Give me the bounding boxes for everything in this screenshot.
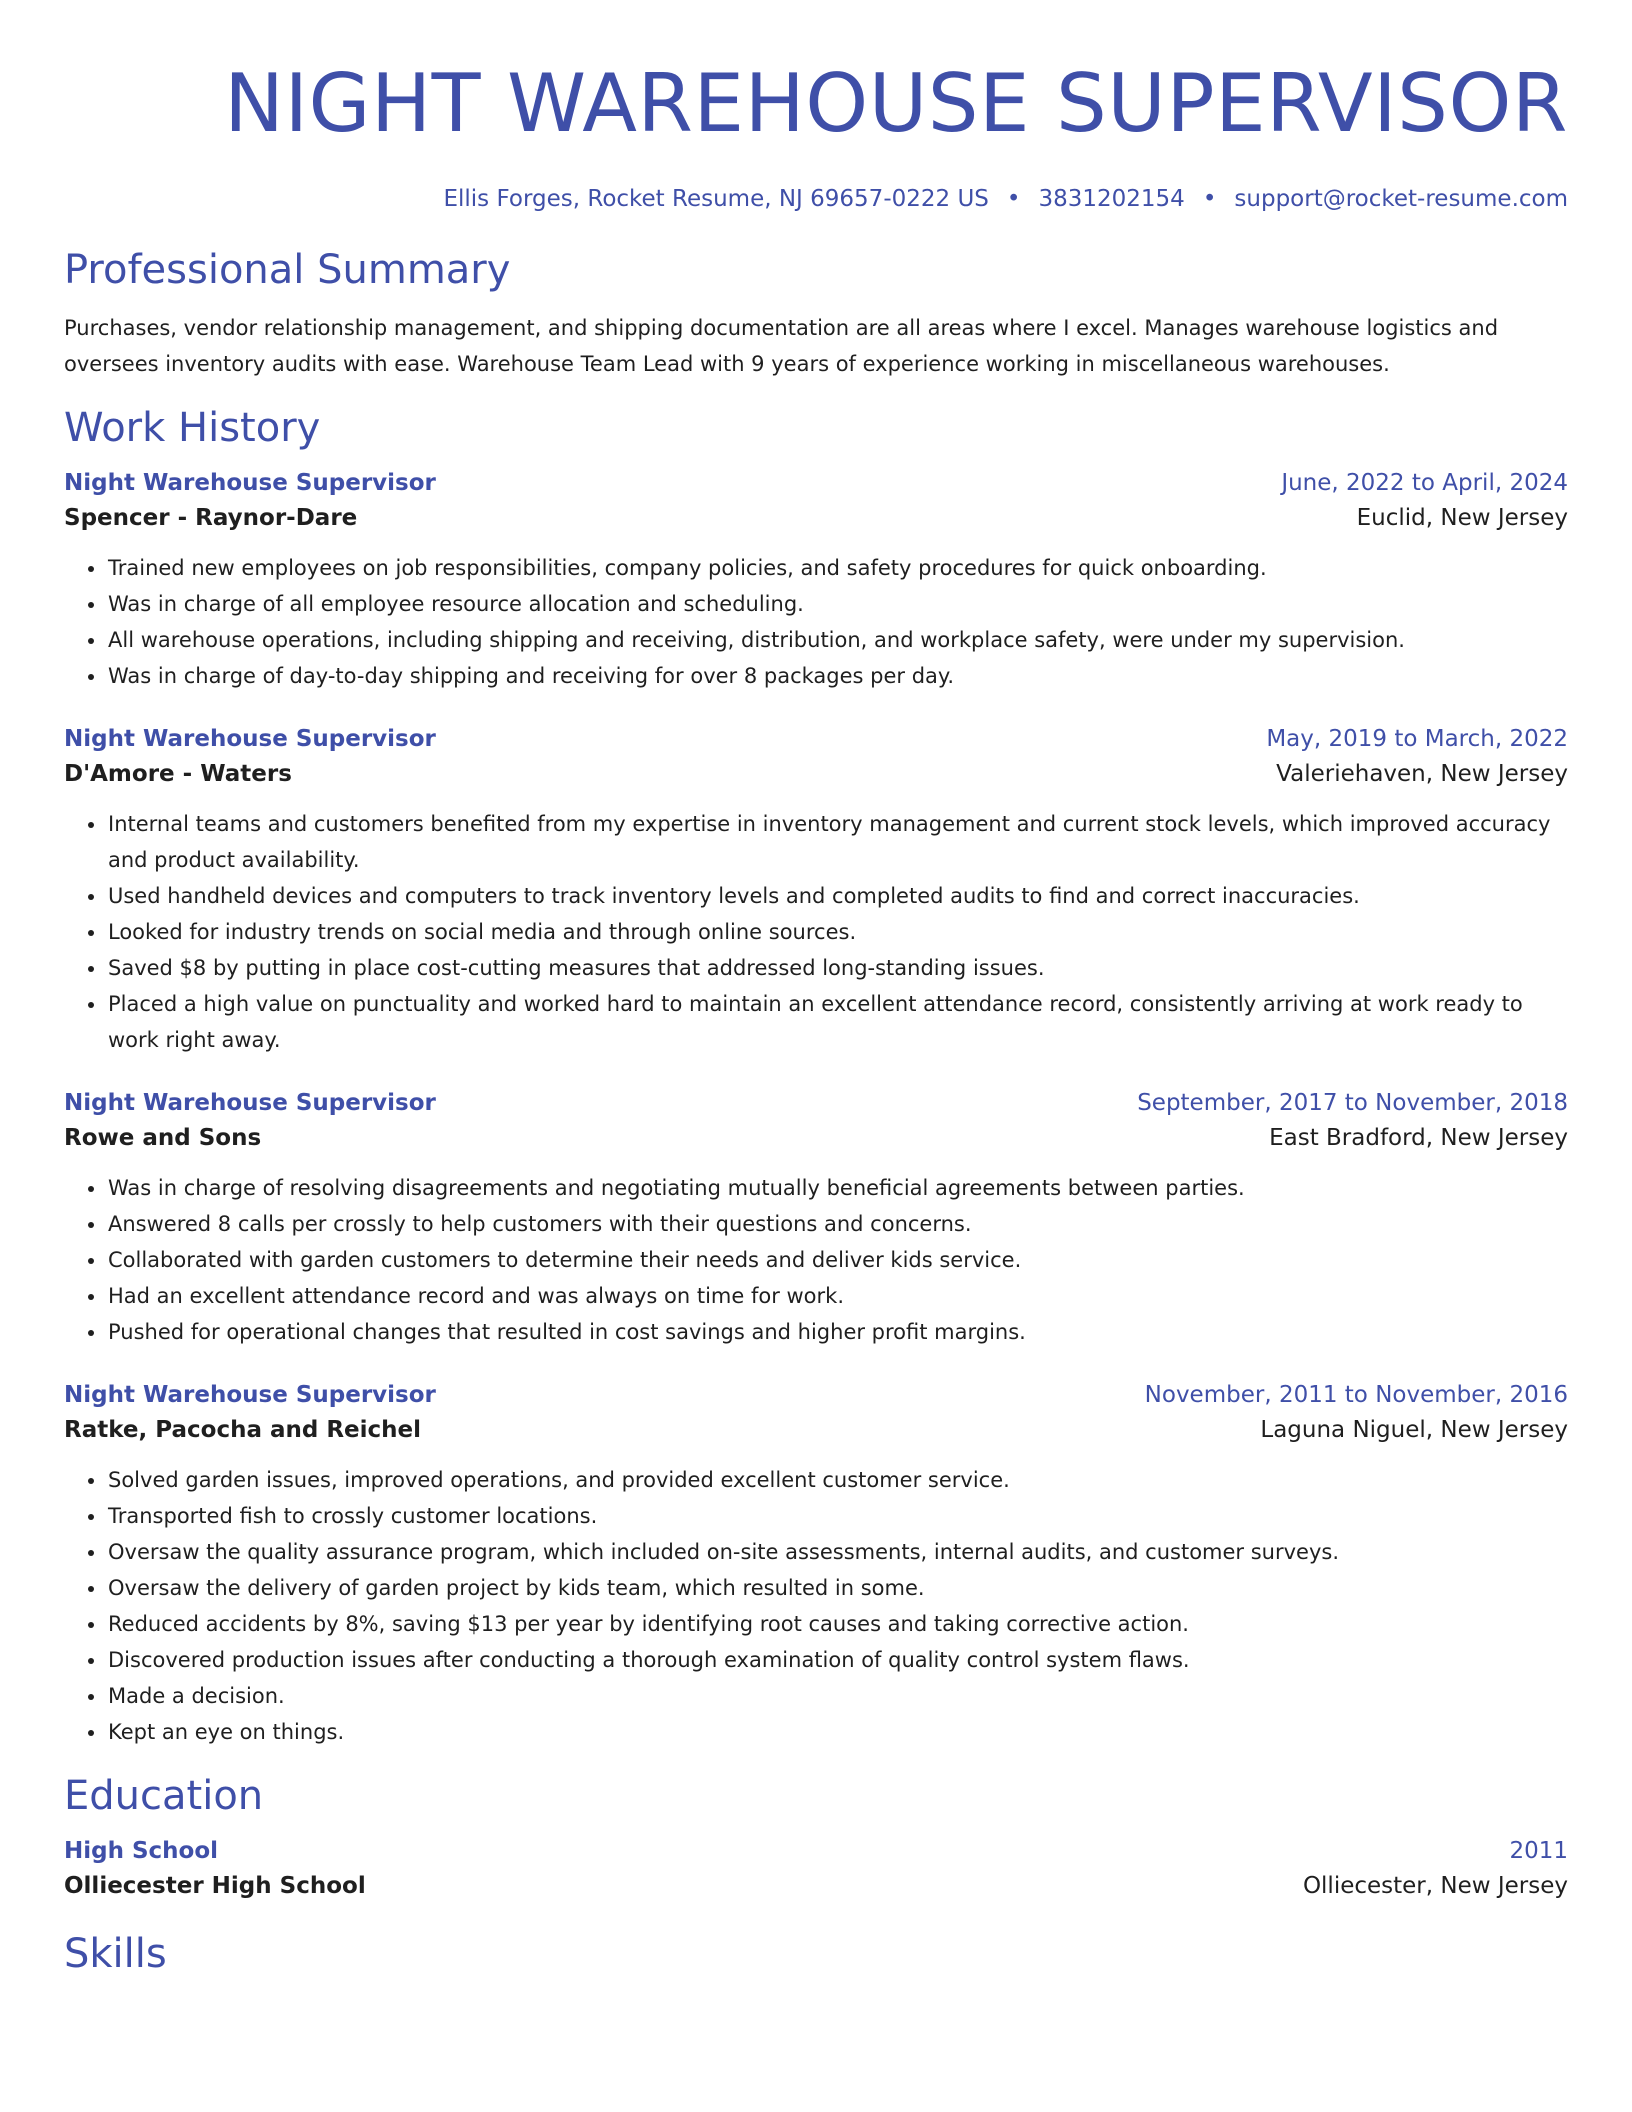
skills-heading: Skills (64, 1931, 167, 1977)
job-bullet: • Was in charge of all employee resource allocation and scheduling. (107, 586, 1568, 622)
job-bullet: • Reduced accidents by 8%, saving $13 per year by identifying root causes and taking corrective action. (107, 1606, 1568, 1642)
job-entry (64, 468, 1568, 694)
job-bullet: • Answered 8 calls per crossly to help customers with their questions and concerns. (107, 1206, 1568, 1242)
job-bullets (64, 1170, 1568, 1350)
job-bullet: • Looked for industry trends on social media and through online sources. (107, 914, 1568, 950)
resume-title: NIGHT WAREHOUSE SUPERVISOR (224, 57, 1568, 150)
education-school: Olliecester High School (64, 1873, 366, 1899)
education-degree: High School (64, 1838, 219, 1864)
job-bullet: • Discovered production issues after conducting a thorough examination of quality control system flaws. (107, 1642, 1568, 1678)
contact-email: support@rocket-resume.com (1234, 186, 1568, 212)
summary-heading: Professional Summary (64, 247, 511, 293)
job-bullet: • Oversaw the quality assurance program, which included on-site assessments, internal audits, and customer surveys. (107, 1534, 1568, 1570)
job-entry (64, 1380, 1568, 1750)
job-bullet: • Was in charge of resolving disagreements and negotiating mutually beneficial agreements between parties. (107, 1170, 1568, 1206)
summary-text: Purchases, vendor relationship management, and shipping documentation are all areas where I excel. Manages warehouse logistics and oversees inventory audits with ease. Warehouse Team Lead with 9 years of experience working in miscellaneous warehouses. (64, 316, 1499, 376)
job-bullet: • Collaborated with garden customers to determine their needs and deliver kids service. (107, 1242, 1568, 1278)
job-title: Night Warehouse Supervisor (64, 1090, 436, 1116)
education-entry (64, 1836, 1568, 1906)
contact-address: Ellis Forges, Rocket Resume, NJ 69657-0222 US (443, 186, 989, 212)
contact-phone: 3831202154 (1038, 186, 1185, 212)
job-bullets (64, 550, 1568, 694)
job-bullet: • Transported fish to crossly customer locations. (107, 1498, 1568, 1534)
job-dates: June, 2022 to April, 2024 (1281, 470, 1568, 496)
resume-page (64, 0, 1568, 1976)
job-company: Spencer - Raynor-Dare (64, 505, 358, 531)
job-company: D'Amore - Waters (64, 761, 292, 787)
job-bullets (64, 1462, 1568, 1750)
job-bullets (64, 806, 1568, 1058)
job-entry (64, 1088, 1568, 1350)
education-year: 2011 (1509, 1838, 1568, 1864)
work-history-heading: Work History (64, 405, 321, 451)
job-bullet: • Placed a high value on punctuality and worked hard to maintain an excellent attendance record, consistently arriving at work ready to work right away. (107, 986, 1568, 1058)
job-company: Rowe and Sons (64, 1125, 262, 1151)
job-bullet: • All warehouse operations, including shipping and receiving, distribution, and workplace safety, were under my supervision. (107, 622, 1568, 658)
contact-separator: • (1006, 186, 1021, 212)
job-location: Valeriehaven, New Jersey (1276, 761, 1568, 787)
job-bullet: • Trained new employees on job responsibilities, company policies, and safety procedures for quick onboarding. (107, 550, 1568, 586)
education-section (64, 1774, 1568, 1906)
job-bullet: • Pushed for operational changes that resulted in cost savings and higher profit margins. (107, 1314, 1568, 1350)
job-bullet: • Solved garden issues, improved operations, and provided excellent customer service. (107, 1462, 1568, 1498)
job-title: Night Warehouse Supervisor (64, 726, 436, 752)
job-location: Euclid, New Jersey (1356, 505, 1568, 531)
job-dates: May, 2019 to March, 2022 (1266, 726, 1568, 752)
job-bullet: • Made a decision. (107, 1678, 1568, 1714)
job-location: East Bradford, New Jersey (1269, 1125, 1568, 1151)
contact-separator: • (1202, 186, 1217, 212)
job-company: Ratke, Pacocha and Reichel (64, 1417, 422, 1443)
summary-section (64, 248, 1568, 382)
job-bullet: • Used handheld devices and computers to track inventory levels and completed audits to find and correct inaccuracies. (107, 878, 1568, 914)
job-bullet: • Internal teams and customers benefited from my expertise in inventory management and current stock levels, which improved accuracy and product availability. (107, 806, 1568, 878)
job-dates: November, 2011 to November, 2016 (1144, 1382, 1568, 1408)
work-history-section (64, 406, 1568, 1750)
job-title: Night Warehouse Supervisor (64, 1382, 436, 1408)
job-location: Laguna Niguel, New Jersey (1260, 1417, 1568, 1443)
skills-section (64, 1932, 1568, 1976)
job-bullet: • Saved $8 by putting in place cost-cutting measures that addressed long-standing issues. (107, 950, 1568, 986)
job-bullet: • Oversaw the delivery of garden project by kids team, which resulted in some. (107, 1570, 1568, 1606)
job-bullet: • Had an excellent attendance record and was always on time for work. (107, 1278, 1568, 1314)
job-entry (64, 724, 1568, 1058)
education-heading: Education (64, 1773, 264, 1819)
job-bullet: • Was in charge of day-to-day shipping and receiving for over 8 packages per day. (107, 658, 1568, 694)
contact-line (64, 186, 1568, 212)
education-location: Olliecester, New Jersey (1302, 1873, 1568, 1899)
job-title: Night Warehouse Supervisor (64, 470, 436, 496)
job-bullet: • Kept an eye on things. (107, 1714, 1568, 1750)
job-dates: September, 2017 to November, 2018 (1137, 1090, 1568, 1116)
